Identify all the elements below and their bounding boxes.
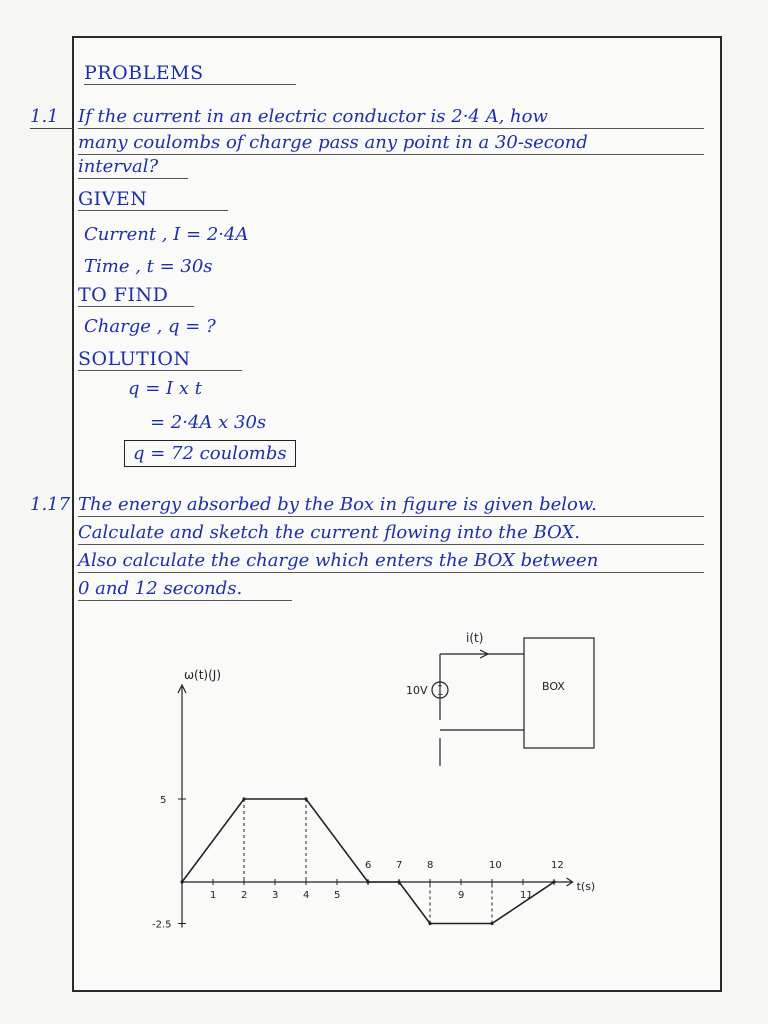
problem-2-line-4: 0 and 12 seconds. <box>78 578 292 601</box>
given-heading: GIVEN <box>78 188 228 211</box>
y-axis-label: ω(t)(J) <box>184 668 222 682</box>
problem-2-line-1: The energy absorbed by the Box in figure is given below. <box>78 494 704 517</box>
x-tick-label: 4 <box>303 890 310 901</box>
data-point <box>490 922 493 925</box>
box-label: BOX <box>542 680 565 693</box>
y-tick-label: 5 <box>160 795 167 806</box>
data-point <box>366 880 369 883</box>
page-title: PROBLEMS <box>84 62 296 85</box>
x-tick-label: 3 <box>272 890 279 901</box>
current-label: i(t) <box>466 631 484 645</box>
data-point <box>180 880 183 883</box>
data-point <box>397 880 400 883</box>
data-point <box>552 880 555 883</box>
data-point <box>242 797 245 800</box>
problem-1-line-1: If the current in an electric conductor is 2·4 A, how <box>78 106 704 129</box>
problem-2-line-3: Also calculate the charge which enters the BOX between <box>78 550 704 573</box>
source-label: 10V <box>406 684 428 697</box>
problem-number-1: 1.1 <box>30 106 59 127</box>
given-time: Time , t = 30s <box>84 256 213 277</box>
equation-2: = 2·4A x 30s <box>150 412 267 433</box>
x-tick-label: 2 <box>241 890 248 901</box>
data-point <box>304 797 307 800</box>
y-tick-label: -2.5 <box>152 919 172 931</box>
to-find-heading: TO FIND <box>78 284 194 307</box>
x-tick-label: 5 <box>334 890 341 901</box>
x-tick-label: 7 <box>396 860 403 871</box>
problem-1-line-2: many coulombs of charge pass any point in a 30-second <box>78 132 704 155</box>
svg-text:−: − <box>437 690 444 699</box>
data-point <box>428 922 431 925</box>
x-tick-label: 9 <box>458 890 465 901</box>
x-tick-label: 10 <box>489 860 502 871</box>
answer-box: q = 72 coulombs <box>124 440 296 467</box>
problem-1-line-3: interval? <box>78 156 188 179</box>
x-tick-label: 1 <box>210 890 217 901</box>
x-tick-label: 8 <box>427 860 434 871</box>
problem-number-2: 1.17 <box>30 494 71 515</box>
x-axis-label: t(s) <box>576 880 596 893</box>
equation-1: q = I x t <box>128 378 202 399</box>
given-current: Current , I = 2·4A <box>84 224 249 245</box>
svg-text:+: + <box>437 682 443 690</box>
problem-2-line-2: Calculate and sketch the current flowing into the BOX. <box>78 522 704 545</box>
x-tick-label: 11 <box>520 890 533 901</box>
x-tick-label: 12 <box>551 860 564 871</box>
x-tick-label: 6 <box>365 860 372 871</box>
solution-heading: SOLUTION <box>78 348 242 371</box>
to-find-charge: Charge , q = ? <box>84 316 216 337</box>
notebook-page <box>30 36 722 992</box>
